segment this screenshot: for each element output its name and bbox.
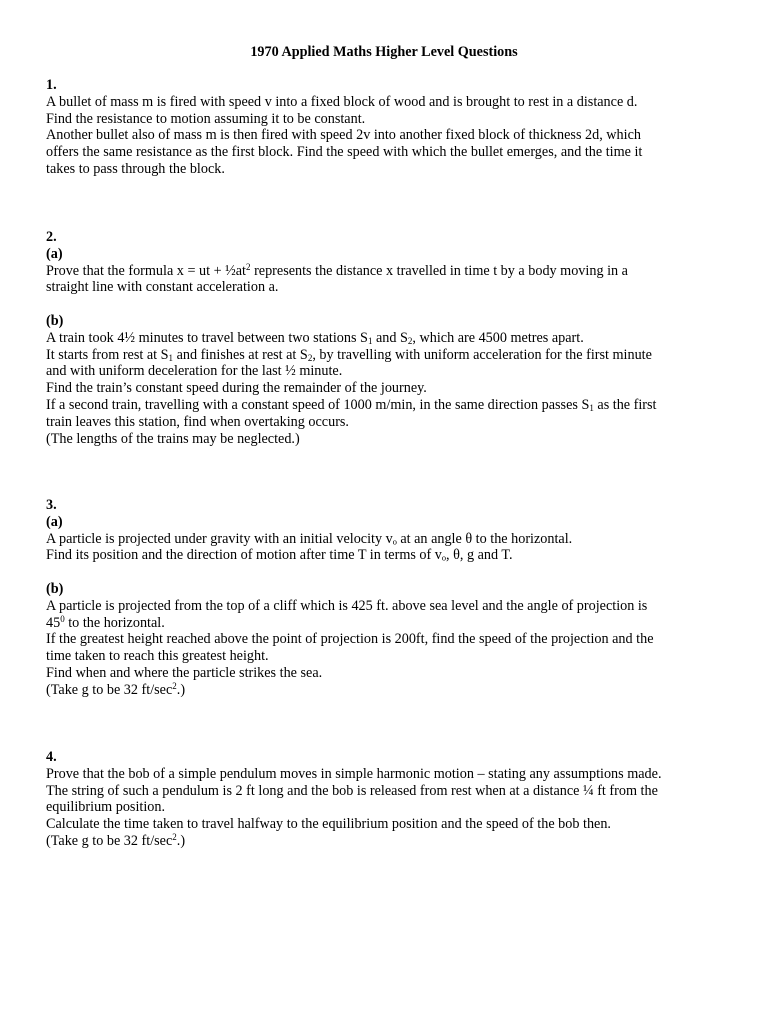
text-span: 45 bbox=[46, 614, 61, 631]
question-line bbox=[46, 397, 726, 414]
text-span: If a second train, travelling with a constant speed of 1000 m/min, in the same direction passes S bbox=[46, 396, 590, 413]
part-label-b: (b) bbox=[46, 312, 64, 329]
question-line: A particle is projected from the top of a cliff which is 425 ft. above sea level and the angle of projection is bbox=[46, 597, 648, 614]
question-line: offers the same resistance as the first block. Find the speed with which the bullet emerges, and the time it bbox=[46, 144, 643, 161]
text-span: It starts from rest at S bbox=[46, 346, 169, 363]
question-line: Another bullet also of mass m is then fired with speed 2v into another fixed block of thickness 2d, which bbox=[46, 127, 641, 144]
question-line: A bullet of mass m is fired with speed v into a fixed block of wood and is brought to rest in a distance d. bbox=[46, 93, 638, 110]
question-line: straight line with constant acceleration a. bbox=[46, 279, 279, 296]
question-line bbox=[46, 263, 726, 280]
question-number: 2. bbox=[46, 229, 57, 245]
superscript: 2 bbox=[172, 680, 177, 691]
question-number: 4. bbox=[46, 749, 57, 765]
subscript: 1 bbox=[367, 335, 373, 346]
text-span: , which are 4500 metres apart. bbox=[412, 329, 584, 346]
part-label-a: (a) bbox=[46, 245, 63, 262]
text-span: and S bbox=[372, 329, 408, 346]
superscript: 2 bbox=[172, 831, 177, 842]
text-span: A train took 4½ minutes to travel between two stations S bbox=[46, 329, 368, 346]
question-line: time taken to reach this greatest height. bbox=[46, 648, 269, 665]
spacer bbox=[46, 296, 726, 313]
question-line bbox=[46, 682, 726, 699]
text-span: Prove that the formula x = ut + ½at bbox=[46, 262, 247, 279]
question-line: and with uniform deceleration for the last ½ minute. bbox=[46, 363, 343, 380]
text-span: to the horizontal. bbox=[64, 614, 165, 631]
page-title: 1970 Applied Maths Higher Level Questions bbox=[250, 44, 518, 60]
question-3 bbox=[46, 497, 726, 699]
question-line: A particle is projected under gravity with an initial velocity vₒ at an angle θ to the horizontal. bbox=[46, 530, 573, 547]
text-span: , by travelling with uniform acceleration for the first minute bbox=[312, 346, 652, 363]
subscript: 2 bbox=[307, 352, 313, 363]
text-span: and finishes at rest at S bbox=[173, 346, 308, 363]
subscript: 1 bbox=[589, 402, 594, 413]
part-label-b: (b) bbox=[46, 580, 64, 597]
question-4 bbox=[46, 749, 726, 850]
question-line: Calculate the time taken to travel halfway to the equilibrium position and the speed of the bob then. bbox=[46, 816, 611, 833]
question-line: Find when and where the particle strikes the sea. bbox=[46, 664, 323, 681]
subscript: 2 bbox=[407, 335, 413, 346]
text-span: (Take g to be 32 ft/sec bbox=[46, 832, 173, 849]
question-line: Find the resistance to motion assuming it to be constant. bbox=[46, 110, 366, 127]
question-line bbox=[46, 330, 726, 347]
question-line bbox=[46, 615, 726, 632]
question-2 bbox=[46, 229, 726, 447]
text-span: as the first bbox=[593, 396, 657, 413]
superscript: 2 bbox=[246, 261, 251, 272]
question-line: Prove that the bob of a simple pendulum moves in simple harmonic motion – stating any assumptions made. bbox=[46, 765, 662, 782]
question-line: (The lengths of the trains may be neglected.) bbox=[46, 430, 300, 447]
superscript: 0 bbox=[60, 613, 65, 624]
spacer bbox=[46, 564, 726, 581]
text-span: .) bbox=[176, 832, 186, 849]
text-span: (Take g to be 32 ft/sec bbox=[46, 681, 173, 698]
text-span: .) bbox=[176, 681, 186, 698]
question-line: Find the train’s constant speed during the remainder of the journey. bbox=[46, 380, 427, 397]
question-line: Find its position and the direction of motion after time T in terms of vₒ, θ, g and T. bbox=[46, 547, 513, 564]
subscript: 1 bbox=[168, 352, 174, 363]
question-number: 3. bbox=[46, 497, 57, 513]
question-line: The string of such a pendulum is 2 ft long and the bob is released from rest when at a distance ¼ ft from the bbox=[46, 782, 658, 799]
question-line: takes to pass through the block. bbox=[46, 160, 225, 177]
question-line: train leaves this station, find when overtaking occurs. bbox=[46, 413, 349, 430]
question-line: equilibrium position. bbox=[46, 799, 166, 816]
question-line bbox=[46, 347, 726, 364]
question-number: 1. bbox=[46, 77, 57, 93]
question-line: If the greatest height reached above the point of projection is 200ft, find the speed of the projection and the bbox=[46, 631, 654, 648]
question-1 bbox=[46, 77, 726, 178]
text-span: represents the distance x travelled in time t by a body moving in a bbox=[250, 262, 628, 279]
question-line bbox=[46, 833, 726, 850]
part-label-a: (a) bbox=[46, 513, 63, 530]
